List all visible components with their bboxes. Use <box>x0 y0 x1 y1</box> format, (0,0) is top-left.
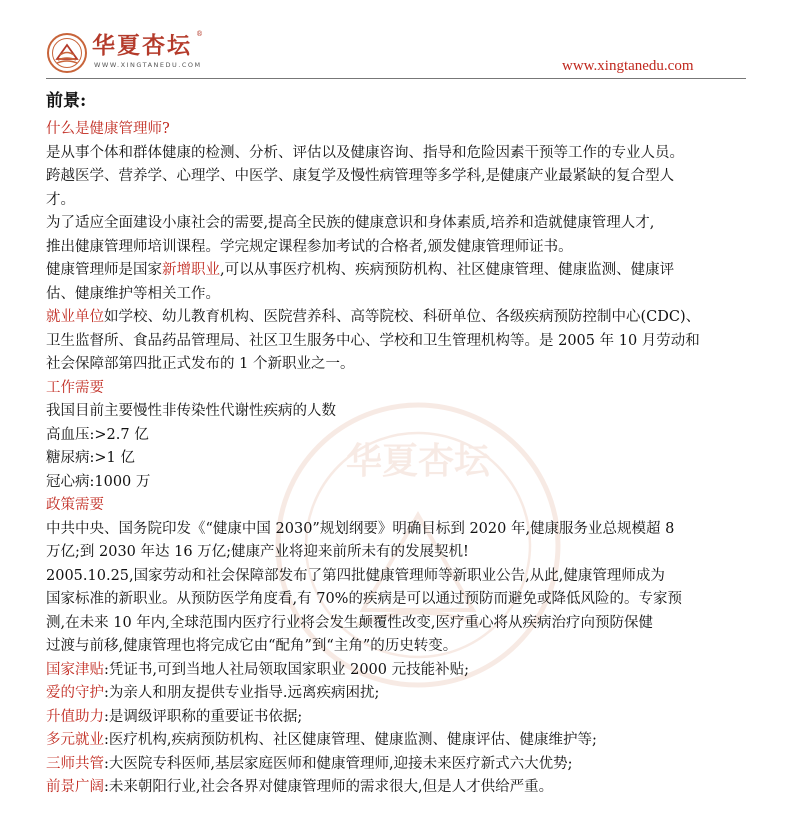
benefit-text: :是调级评职称的重要证书依据; <box>104 708 303 725</box>
paragraph-line: 中共中央、国务院印发《“健康中国 2030”规划纲要》明确目标到 2020 年,健康服务业总规模超 8 <box>46 520 675 537</box>
paragraph-line: 我国目前主要慢性非传染性代谢性疾病的人数 <box>46 403 336 419</box>
paragraph-line: 推出健康管理师培训课程。学完规定课程参加考试的合格者,颁发健康管理师证书。 <box>46 238 573 255</box>
highlight-new-job: 新增职业 <box>162 262 220 278</box>
paragraph-line: 才。 <box>46 191 75 208</box>
benefit-text: :大医院专科医师,基层家庭医师和健康管理师,迎接未来医疗新式六大优势; <box>104 755 573 772</box>
benefit-item <box>46 729 756 753</box>
stat-diabetes: 糖尿病:>1 亿 <box>46 450 135 466</box>
paragraph-line: 估、健康维护等相关工作。 <box>46 285 220 302</box>
header-divider <box>46 78 746 79</box>
text-span: ,可以从事医疗机构、疾病预防机构、社区健康管理、健康监测、健康评 <box>220 262 675 278</box>
employers-label: 就业单位 <box>46 309 104 325</box>
benefit-item <box>46 706 756 730</box>
benefit-text: :凭证书,可到当地人社局领取国家职业 2000 元技能补贴; <box>104 661 469 678</box>
benefit-label: 升值助力 <box>46 708 104 725</box>
paragraph-line: 测,在未来 10 年内,全球范围内医疗行业将会发生颠覆性改变,医疗重心将从疾病治疗向预防保健 <box>46 614 653 631</box>
question-heading: 什么是健康管理师? <box>46 121 170 137</box>
stat-hypertension: 高血压:>2.7 亿 <box>46 426 149 443</box>
benefit-item <box>46 776 756 800</box>
paragraph-line: 过渡与前移,健康管理也将完成它由“配角”到“主角”的历史转变。 <box>46 638 458 654</box>
text-span: 健康管理师是国家 <box>46 262 162 278</box>
paragraph-line <box>46 306 756 330</box>
benefit-label: 国家津贴 <box>46 661 104 678</box>
page-header <box>0 0 793 84</box>
paragraph-line <box>46 259 756 283</box>
section-heading-policy: 政策需要 <box>46 497 104 513</box>
page-title: 前景: <box>46 91 87 111</box>
paragraph-line: 万亿;到 2030 年达 16 万亿;健康产业将迎来前所未有的发展契机! <box>46 544 469 560</box>
brand-name: 华夏杏坛 <box>92 33 192 59</box>
site-url-link[interactable]: www.xingtanedu.com <box>562 58 694 74</box>
benefit-item <box>46 682 756 706</box>
section-heading-work-need: 工作需要 <box>46 379 104 396</box>
paragraph-line: 为了适应全面建设小康社会的需要,提高全民族的健康意识和身体素质,培养和造就健康管理人才, <box>46 215 655 231</box>
paragraph-line: 社会保障部第四批正式发布的 1 个新职业之一。 <box>46 356 355 372</box>
stat-chd: 冠心病:1000 万 <box>46 473 151 490</box>
benefit-label: 爱的守护 <box>46 685 104 701</box>
benefit-label: 前景广阔 <box>46 779 104 795</box>
benefit-item <box>46 753 756 777</box>
paragraph-line: 卫生监督所、食品药品管理局、社区卫生服务中心、学校和卫生管理机构等。是 2005 年 10 月劳动和 <box>46 332 700 349</box>
brand-registered-mark: ® <box>196 30 203 38</box>
watermark-text: 华夏杏坛 <box>345 441 491 482</box>
paragraph-line: 跨越医学、营养学、心理学、中医学、康复学及慢性病管理等多学科,是健康产业最紧缺的复合型人 <box>46 168 675 184</box>
benefit-text: :未来朝阳行业,社会各界对健康管理师的需求很大,但是人才供给严重。 <box>104 779 554 795</box>
main-content <box>46 88 756 800</box>
huaxia-xingtan-logo-icon <box>46 32 88 74</box>
benefit-label: 多元就业 <box>46 732 104 748</box>
benefit-item <box>46 659 756 683</box>
paragraph-line: 2005.10.25,国家劳动和社会保障部发布了第四批健康管理师等新职业公告,从此,健康管理师成为 <box>46 567 665 584</box>
benefit-label: 三师共管 <box>46 755 104 772</box>
paragraph-line: 国家标准的新职业。从预防医学角度看,有 70%的疾病是可以通过预防而避免或降低风险的。专家预 <box>46 591 682 607</box>
text-span: 如学校、幼儿教育机构、医院营养科、高等院校、科研单位、各级疾病预防控制中心(CDC)、 <box>104 309 701 325</box>
benefit-text: :医疗机构,疾病预防机构、社区健康管理、健康监测、健康评估、健康维护等; <box>104 732 597 748</box>
paragraph-line: 是从事个体和群体健康的检测、分析、评估以及健康咨询、指导和危险因素干预等工作的专业人员。 <box>46 144 684 161</box>
benefit-text: :为亲人和朋友提供专业指导.远离疾病困扰; <box>104 685 380 701</box>
brand-url: WWW.XINGTANEDU.COM <box>94 61 202 69</box>
